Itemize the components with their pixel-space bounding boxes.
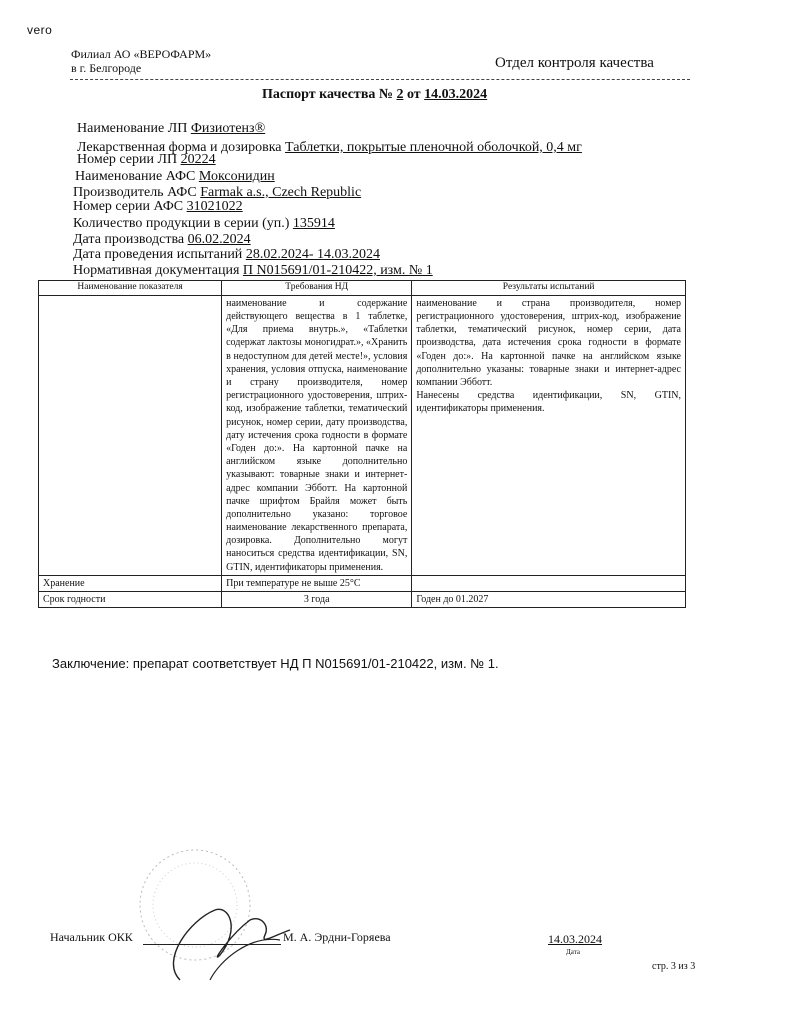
field-label: Дата производства xyxy=(73,232,188,247)
title-number: 2 xyxy=(396,87,404,102)
field-label: Производитель АФС xyxy=(73,185,201,200)
cell-indicator: Срок годности xyxy=(39,592,222,608)
field-batch-quantity xyxy=(73,216,335,232)
table-row xyxy=(39,295,686,575)
result-text-2: Нанесены средства идентификации, SN, GTIN, идентификаторы применения. xyxy=(416,390,681,415)
table-row xyxy=(39,575,686,591)
field-label: Номер серии ЛП xyxy=(77,152,181,167)
field-value: Таблетки, покрытые пленочной оболочкой, 0,4 мг xyxy=(285,140,582,155)
table-row xyxy=(39,592,686,608)
field-value: Физиотенз® xyxy=(190,121,266,136)
field-api-name xyxy=(75,169,275,185)
field-label: Номер серии АФС xyxy=(73,199,187,214)
title-date: 14.03.2024 xyxy=(424,87,488,102)
cell-requirement: При температуре не выше 25°C xyxy=(222,575,412,591)
field-label: Дата проведения испытаний xyxy=(73,247,246,262)
field-label: Количество продукции в серии (уп.) xyxy=(73,216,293,231)
field-label: Лекарственная форма и дозировка xyxy=(77,140,286,155)
field-test-dates xyxy=(73,247,380,263)
field-label: Наименование АФС xyxy=(75,169,199,184)
title-prefix: Паспорт качества № xyxy=(262,87,393,102)
department-name: Отдел контроля качества xyxy=(495,55,654,71)
field-value: Farmak a.s., Czech Republic xyxy=(200,185,362,200)
title-from: от xyxy=(406,87,421,102)
header-requirement: Требования НД xyxy=(222,281,412,296)
conclusion: Заключение: препарат соответствует НД П N015691/01-210422, изм. № 1. xyxy=(52,656,499,671)
header-result: Результаты испытаний xyxy=(412,281,686,296)
signature-date: 14.03.2024 xyxy=(548,932,602,946)
cell-indicator xyxy=(39,295,222,575)
signer-position: Начальник ОКК xyxy=(50,930,133,944)
field-value: 06.02.2024 xyxy=(187,232,251,247)
field-drug-name xyxy=(77,121,265,137)
field-value: 135914 xyxy=(292,216,335,231)
cell-result xyxy=(412,575,686,591)
cell-requirement: наименование и содержание действующего вещества в 1 таблетке, «Для приема внутрь.», «Таблетки содержат лактозы моногидрат.», «Хранить в недоступном для детей месте!», условия хранения, условия отпуска, наименование и страну производителя, номер регистрационного удостоверения, штрих-код, изображение таблетки, тематический рисунок, номер серии, дату производства, дату истечения срока годности в формате «Годен до:». На картонной пачке на английском языке дополнительно указывают: товарные знаки и интернет-адрес компании Эбботт. На картонной пачке шрифтом Брайля может быть дополнительно указано: торговое наименование лекарственного препарата, дозировка. Дополнительно могут наноситься средства идентификации, SN, GTIN, идентификаторы применения. xyxy=(222,295,412,575)
field-value: П N015691/01-210422, изм. № 1 xyxy=(242,263,433,278)
page-number: стр. 3 из 3 xyxy=(652,961,696,972)
field-production-date xyxy=(73,232,251,248)
field-normative-doc xyxy=(73,263,433,279)
field-batch-number xyxy=(77,152,216,168)
signer-name: М. А. Эрдни-Горяева xyxy=(283,930,391,944)
company-logo: vero xyxy=(27,23,53,37)
cell-indicator: Хранение xyxy=(39,575,222,591)
header-divider xyxy=(70,79,690,80)
document-title xyxy=(262,87,487,103)
table-header-row xyxy=(39,281,686,296)
date-caption: Дата xyxy=(566,948,580,956)
cell-result xyxy=(412,295,686,575)
org-name: Филиал АО «ВЕРОФАРМ» xyxy=(71,47,212,61)
field-value: Моксонидин xyxy=(198,169,275,184)
stamp-icon xyxy=(120,840,320,990)
field-label: Наименование ЛП xyxy=(77,121,191,136)
field-label: Нормативная документация xyxy=(73,263,243,278)
signature-line xyxy=(143,944,281,945)
field-value: 31021022 xyxy=(186,199,243,214)
field-api-batch xyxy=(73,199,243,215)
header-indicator: Наименование показателя xyxy=(39,281,222,296)
field-value: 28.02.2024- 14.03.2024 xyxy=(245,247,380,262)
org-city: в г. Белгороде xyxy=(71,61,142,75)
specification-table xyxy=(38,280,686,608)
result-text: наименование и страна производителя, номер регистрационного удостоверения, штрих-код, изображение таблетки, тематический рисунок, номер серии, дата производства, дата истечения срока годности в формате «Годен до:». На картонной пачке на английском языке дополнительно указаны: товарные знаки и интернет-адрес компании Эбботт. xyxy=(416,297,681,388)
field-value: 20224 xyxy=(180,152,216,167)
cell-result: Годен до 01.2027 xyxy=(412,592,686,608)
cell-requirement: 3 года xyxy=(222,592,412,608)
